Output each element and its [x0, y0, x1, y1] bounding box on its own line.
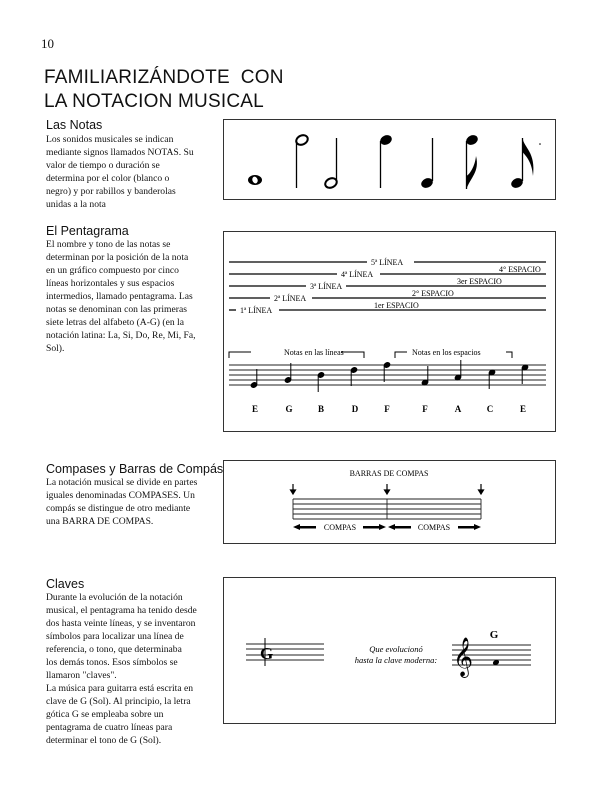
text-line: clave de G (Sol). Al principio, la letra	[46, 696, 191, 707]
text-line: dos hasta veinte líneas, y se inventaron	[46, 618, 196, 629]
label-line-1: 1ª LÍNEA	[240, 306, 273, 315]
note-name: D	[351, 404, 359, 414]
section-text-compases	[46, 476, 226, 528]
note-name-labels	[252, 404, 526, 414]
four-line-staff	[246, 644, 324, 660]
eighth-note-stem-down-icon	[465, 133, 480, 189]
text-line: en un gráfico compuesto por cinco	[46, 265, 179, 276]
label-line-5: 5ª LÍNEA	[371, 258, 404, 267]
text-line: unidas a la nota	[46, 199, 106, 210]
page-title-line-1: FAMILIARIZÁNDOTE CON	[44, 67, 284, 88]
text-line: La notación musical se divide en partes	[46, 477, 198, 488]
section-text-notas	[46, 133, 226, 211]
measures-illustration	[224, 461, 554, 542]
text-line: Durante la evolución de la notación	[46, 592, 183, 603]
measure-staff	[293, 499, 481, 519]
note-name: E	[519, 404, 527, 414]
label-space-2: 2° ESPACIO	[412, 289, 454, 298]
text-line: pentagrama de cuatro líneas para	[46, 722, 173, 733]
text-line: notación latina: La, Si, Do, Re, Mi, Fa,	[46, 330, 196, 341]
whole-note-icon	[248, 175, 262, 185]
text-line: gótica G se empleaba sobre un	[46, 709, 164, 720]
page-title	[44, 66, 284, 114]
text-line: determina por el color (blanco o	[46, 173, 170, 184]
text-line: intermedios, llamado pentagrama. Las	[46, 291, 193, 302]
figure-clefs	[223, 577, 556, 724]
section-heading-claves: Claves	[46, 577, 85, 591]
text-line: determinar el tono de G (Sol).	[46, 735, 162, 746]
notes-on-lines	[250, 362, 390, 392]
text-line: musical, el pentagrama ha tenido desde	[46, 605, 197, 616]
label-space-4: 4° ESPACIO	[499, 265, 541, 274]
text-line: negro) y por rabillos y banderolas	[46, 186, 176, 197]
quarter-note-stem-down-icon	[379, 133, 394, 188]
label-line-2: 2ª LÍNEA	[274, 294, 307, 303]
label-line-3: 3ª LÍNEA	[310, 282, 343, 291]
text-line: La música para guitarra está escrita en	[46, 683, 194, 694]
bracket-label-lines: Notas en las líneas	[284, 348, 344, 357]
text-line: una BARRA DE COMPAS.	[46, 516, 154, 527]
note-name: B	[317, 404, 325, 414]
note-name: A	[454, 404, 462, 414]
figure-note-values	[223, 119, 556, 200]
label-space-1: 1er ESPACIO	[374, 301, 419, 310]
section-heading-compases: Compases y Barras de Compás	[46, 462, 224, 476]
note-name: G	[285, 404, 293, 414]
section-text-pentagrama	[46, 238, 231, 355]
clef-caption-line-1: Que evolucionó	[369, 644, 423, 654]
text-line: símbolos para localizar una línea de	[46, 631, 184, 642]
measure-span-arrows-icon	[293, 524, 481, 530]
barline-arrows-icon	[291, 484, 484, 494]
section-heading-pentagrama: El Pentagrama	[46, 224, 129, 238]
staff-five-lines	[229, 365, 546, 385]
note-values-illustration	[224, 120, 554, 198]
figure-staff	[223, 231, 556, 432]
text-line: valor de tiempo o duración se	[46, 160, 160, 171]
text-line: Los sonidos musicales se indican	[46, 134, 174, 145]
clef-caption-line-2: hasta la clave moderna:	[354, 655, 438, 665]
label-line-4: 4ª LÍNEA	[341, 270, 374, 279]
note-name: F	[422, 404, 428, 414]
text-line: referencia, o tono, que determinaba	[46, 644, 182, 655]
eighth-note-stem-up-icon	[510, 138, 534, 190]
figure-measures	[223, 460, 556, 544]
text-line: líneas horizontales y sus espacios	[46, 278, 175, 289]
text-line: determinan por la posición de la nota	[46, 252, 189, 263]
half-note-stem-up-icon	[324, 138, 339, 190]
staff-illustration	[224, 232, 554, 430]
quarter-note-stem-up-icon	[420, 138, 435, 190]
note-name: F	[384, 404, 390, 414]
text-line: los demás tonos. Esos símbolos se	[46, 657, 178, 668]
section-text-claves	[46, 591, 231, 747]
text-line: compás se distingue de otro mediante	[46, 503, 191, 514]
measure-label-1: COMPAS	[323, 523, 357, 532]
gothic-g-clef-icon: G	[260, 644, 274, 663]
barlines-label: BARRAS DE COMPAS	[349, 469, 429, 478]
text-line: siete letras del alfabeto (A-G) (en la	[46, 317, 184, 328]
treble-clef-icon: 𝄞	[453, 639, 474, 676]
bracket-label-spaces: Notas en los espacios	[412, 348, 481, 357]
section-heading-notas: Las Notas	[46, 118, 103, 132]
page-title-line-2: LA NOTACION MUSICAL	[44, 91, 264, 112]
half-note-stem-down-icon	[295, 133, 310, 188]
text-line: El nombre y tono de las notas se	[46, 239, 171, 250]
clefs-illustration	[224, 578, 554, 722]
note-name: C	[486, 404, 494, 414]
text-line: iguales denominadas COMPASES. Un	[46, 490, 195, 501]
text-line: Sol).	[46, 343, 65, 354]
page-number: 10	[41, 36, 54, 51]
note-name: E	[251, 404, 259, 414]
text-line: llamaron "claves".	[46, 670, 117, 681]
text-line: mediante signos llamados NOTAS. Su	[46, 147, 194, 158]
text-line: notas se denominan con las primeras	[46, 304, 187, 315]
note-g-label: G	[489, 629, 499, 641]
measure-label-2: COMPAS	[417, 523, 451, 532]
label-space-3: 3er ESPACIO	[457, 277, 502, 286]
